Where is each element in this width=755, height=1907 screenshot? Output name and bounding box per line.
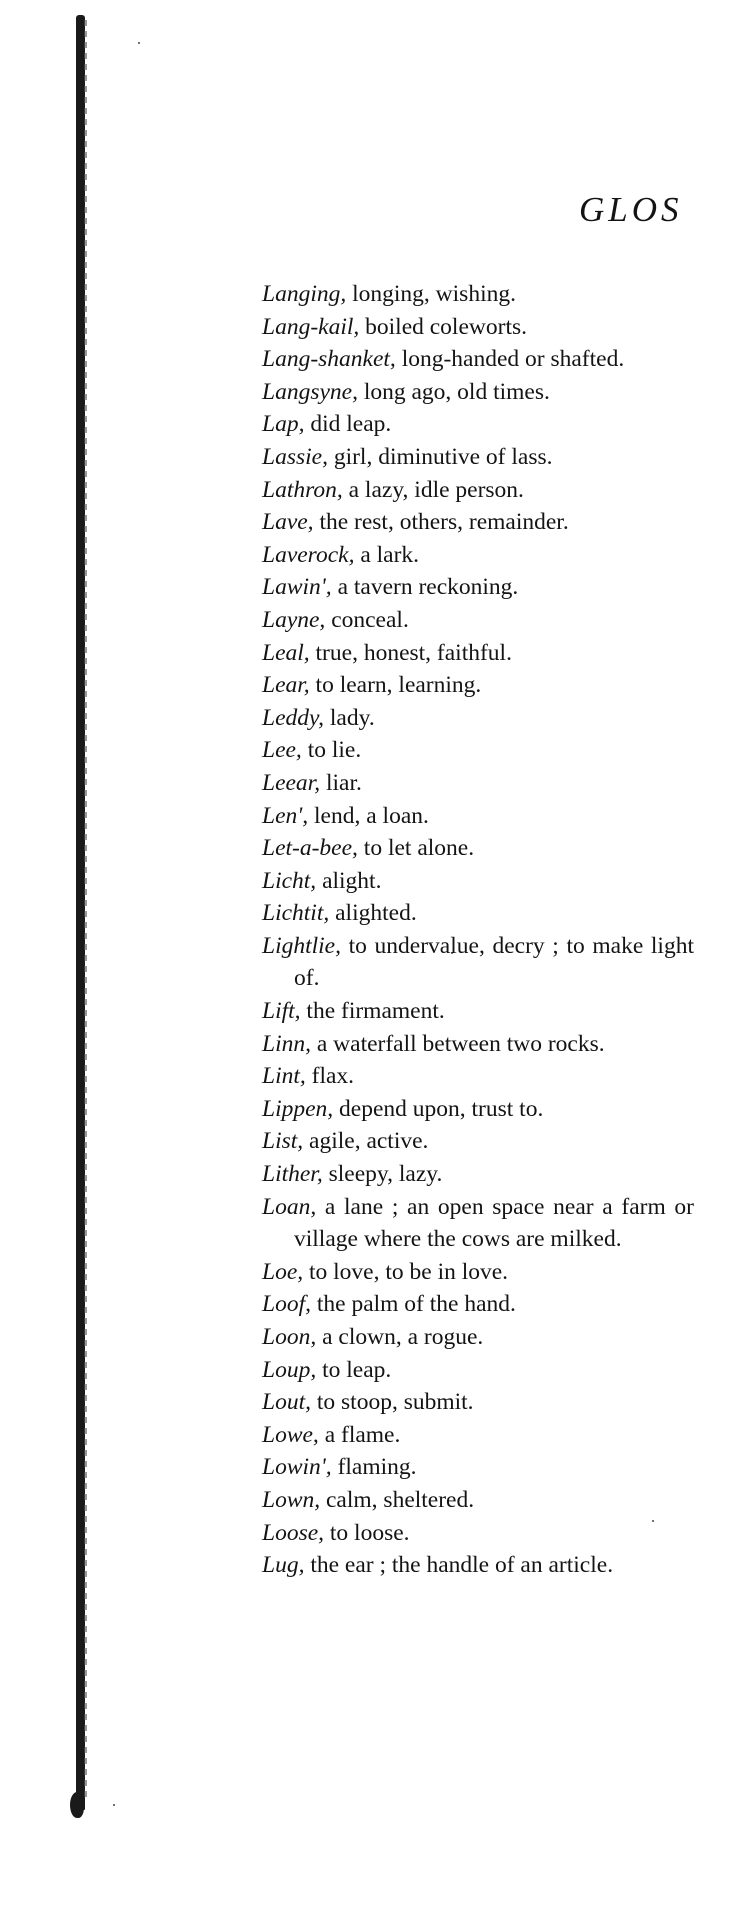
glossary-entry [262,474,694,507]
definition: to let alone. [357,835,475,862]
definition: to stoop, submit. [310,1389,474,1416]
definition: a flame. [318,1421,401,1448]
definition: long-handed or shafted. [395,346,625,373]
glossary-entry [262,800,694,833]
glossary-entry [262,767,694,800]
definition: to learn, learning. [309,672,482,699]
glossary-entry [262,1060,694,1093]
headword: Loe, [262,1258,304,1285]
definition: the ear ; the handle of an article. [304,1552,614,1579]
glossary-entries [262,278,694,1582]
definition: alight. [316,867,382,894]
headword: Lint, [262,1063,306,1090]
definition: to leap. [316,1356,392,1383]
glossary-entry [262,897,694,930]
headword: Let-a-bee, [262,835,358,862]
glossary-entry [262,1288,694,1321]
definition: a lane ; an open space near a farm or village where the cows are milked. [294,1193,694,1253]
definition: agile, active. [303,1128,429,1155]
running-head: GLOS [579,190,683,229]
paper-speck [138,42,140,44]
glossary-entry [262,832,694,865]
glossary-entry [262,1484,694,1517]
glossary-entry [262,1158,694,1191]
headword: Lang-kail, [262,313,360,340]
glossary-entry [262,311,694,344]
headword: Layne, [262,606,326,633]
definition: a clown, a rogue. [316,1324,484,1350]
glossary-entry [262,930,694,995]
headword: Lap, [262,411,305,438]
headword: Lear, [262,672,310,699]
glossary-entry [262,571,694,604]
glossary-entry [262,376,694,409]
glossary-entry [262,278,694,311]
headword: Lift, [262,998,301,1025]
headword: Lightlie, [262,932,341,959]
glossary-entry [262,1093,694,1126]
headword: Licht, [262,867,317,894]
page-edge-texture [84,20,87,1800]
headword: Laverock, [262,541,355,568]
headword: Lawin', [262,574,332,601]
glossary-entry [262,441,694,474]
headword: Lippen, [262,1095,334,1122]
definition: the palm of the hand. [310,1291,516,1318]
headword: Loose, [262,1519,325,1546]
headword: Loof, [262,1291,311,1318]
headword: Lowe, [262,1421,319,1448]
glossary-entry [262,1386,694,1419]
headword: Lathron, [262,476,343,503]
definition: true, honest, faithful. [309,639,512,666]
definition: lend, a loan. [308,802,429,829]
definition: conceal. [325,606,409,633]
headword: Lee, [262,737,302,764]
definition: lady. [324,704,375,731]
definition: a waterfall between two rocks. [310,1030,605,1057]
glossary-entry [262,865,694,898]
definition: long ago, old times. [357,378,550,405]
headword: Lichtit, [262,900,330,927]
glossary-entry [262,408,694,441]
definition: the firmament. [300,998,445,1025]
headword: Loon, [262,1324,317,1350]
glossary-entry [262,995,694,1028]
headword: Langsyne, [262,378,358,405]
definition: a tavern reckoning. [331,574,519,601]
headword: Lug, [262,1552,305,1579]
glossary-entry [262,669,694,702]
headword: Lown, [262,1486,321,1513]
definition: calm, sheltered. [320,1486,475,1513]
glossary-entry [262,637,694,670]
definition: to lie. [301,737,362,764]
headword: Lout, [262,1389,311,1416]
definition: girl, diminutive of lass. [327,443,553,470]
definition: the rest, others, remainder. [313,509,569,536]
glossary-entry [262,1549,694,1582]
glossary-entry [262,1028,694,1061]
definition: sleepy, lazy. [322,1161,443,1188]
headword: Lither, [262,1161,323,1188]
headword: Langing, [262,281,347,307]
glossary-entry [262,1256,694,1289]
headword: Len', [262,802,309,829]
definition: a lark. [354,541,420,568]
glossary-entry [262,1191,694,1256]
headword: List, [262,1128,304,1155]
definition: longing, wishing. [346,281,516,307]
definition: a lazy, idle person. [342,476,524,503]
glossary-entry [262,1451,694,1484]
headword: Loup, [262,1356,317,1383]
headword: Leddy, [262,704,325,731]
definition: flaming. [331,1454,417,1481]
headword: Lave, [262,509,314,536]
definition: to love, to be in love. [303,1258,509,1285]
glossary-entry [262,1354,694,1387]
definition: to loose. [324,1519,410,1546]
glossary-entry [262,702,694,735]
definition: to undervalue, decry ; to make light of. [294,932,694,992]
definition: did leap. [304,411,392,438]
glossary-entry [262,343,694,376]
definition: depend upon, trust to. [333,1095,544,1122]
glossary-entry [262,1419,694,1452]
glossary-entry [262,1321,694,1354]
paper-speck [113,1804,115,1806]
headword: Linn, [262,1030,311,1057]
glossary-entry [262,1125,694,1158]
headword: Leal, [262,639,310,666]
book-spine-foot [70,1792,84,1818]
headword: Lowin', [262,1454,332,1481]
headword: Lang-shanket, [262,346,396,373]
glossary-entry [262,734,694,767]
definition: flax. [305,1063,355,1090]
headword: Loan, [262,1193,317,1220]
glossary-entry [262,506,694,539]
glossary-entry [262,604,694,637]
definition: alighted. [329,900,417,927]
glossary-entry [262,1517,694,1550]
definition: liar. [320,769,362,796]
glossary-entry [262,539,694,572]
definition: boiled coleworts. [359,313,527,340]
headword: Lassie, [262,443,328,470]
headword: Leear, [262,769,321,796]
